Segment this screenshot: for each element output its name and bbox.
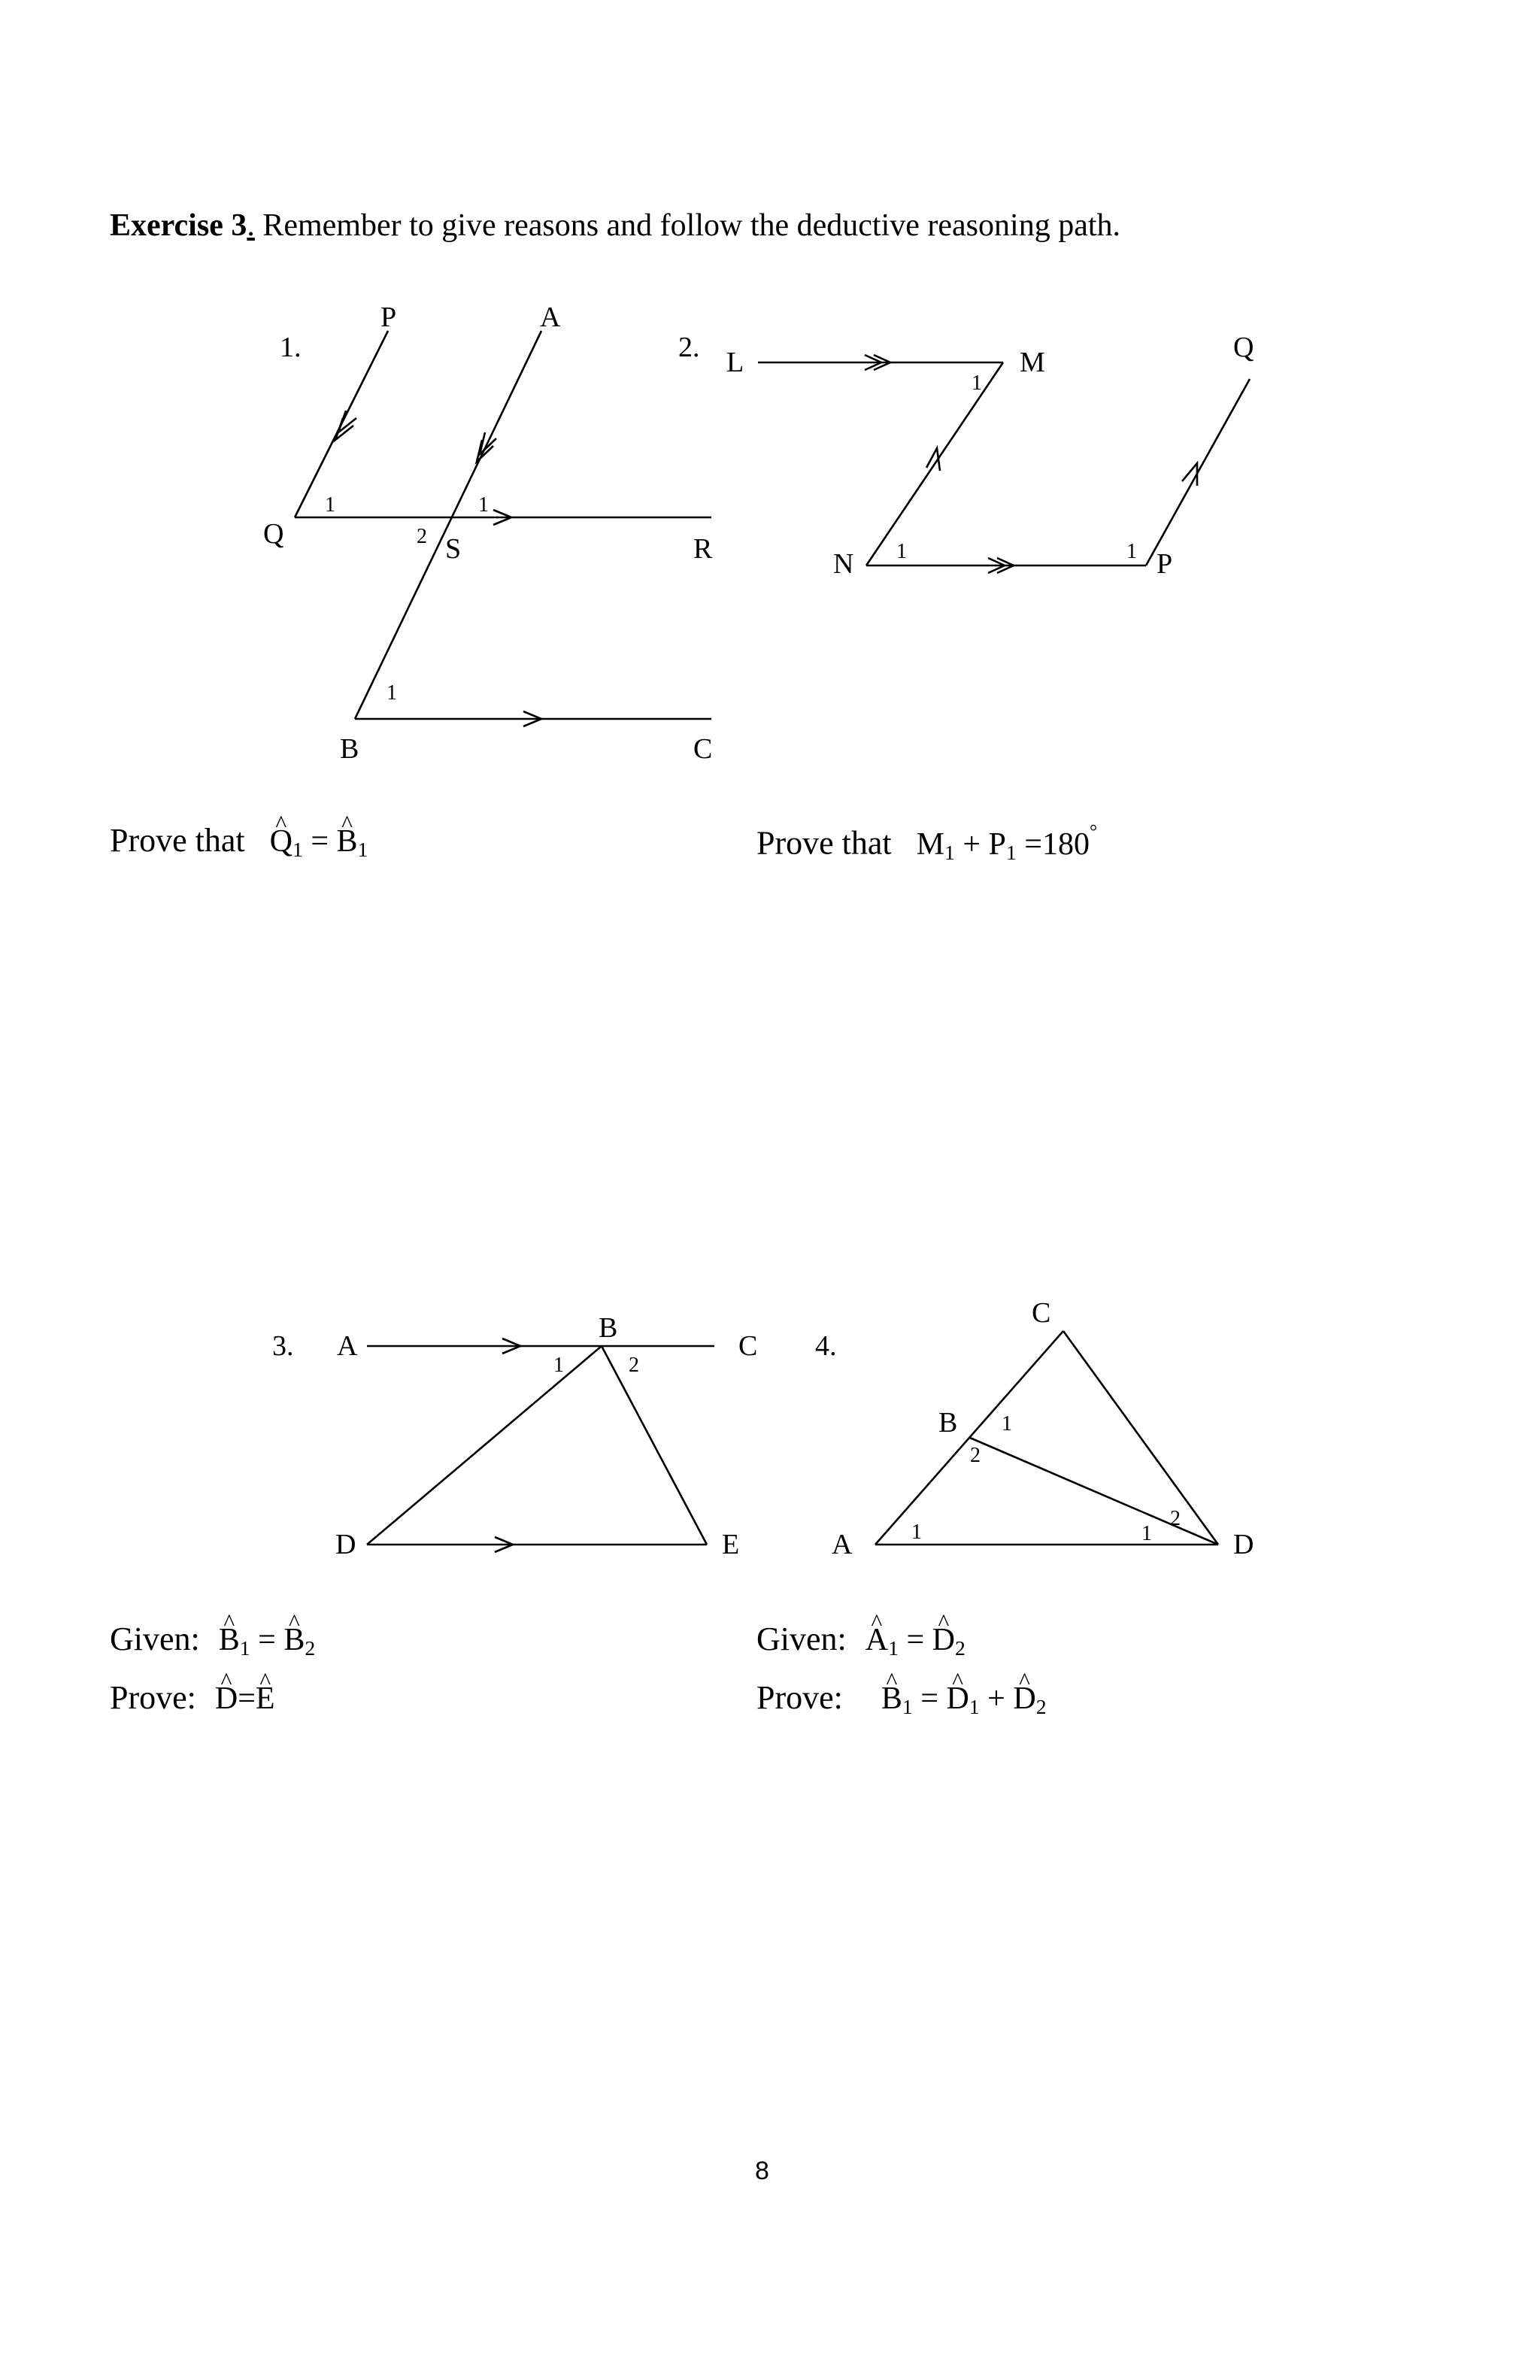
point-l-label: L	[726, 347, 744, 378]
statement-3-prove	[110, 1678, 275, 1717]
statement-4-prove	[756, 1678, 1047, 1719]
d-hat: ^ D	[946, 1681, 969, 1717]
figure-3-number: 3.	[272, 1330, 294, 1362]
angle-s1-label: 1	[478, 493, 489, 517]
page-number: 8	[755, 2157, 769, 2185]
point-c-label: C	[738, 1330, 758, 1362]
line-ac	[875, 1331, 1063, 1545]
b-sub: 1	[239, 1636, 250, 1660]
point-a-label: A	[540, 302, 561, 333]
b-hat: ^ B	[881, 1681, 902, 1717]
point-n-label: N	[833, 548, 854, 580]
angle-d2-label: 2	[1170, 1507, 1181, 1530]
angle-d1-label: 1	[1141, 1522, 1152, 1545]
d-hat: ^ D	[1013, 1681, 1035, 1717]
statement-3-given	[110, 1620, 315, 1660]
point-r-label: R	[693, 533, 713, 565]
equals: =	[906, 1623, 925, 1657]
value-180: 180	[1041, 826, 1090, 862]
point-d-label: D	[1233, 1529, 1254, 1560]
line-cd	[1063, 1331, 1218, 1545]
given-label: Given:	[756, 1621, 847, 1657]
point-e-label: E	[722, 1529, 740, 1560]
point-s-label: S	[445, 533, 462, 565]
angle-m1-label: 1	[972, 371, 982, 395]
angle-b1-label: 1	[387, 681, 397, 705]
b-hat: ^ B	[219, 1622, 240, 1658]
figure-1	[263, 302, 713, 765]
figure-4	[815, 1297, 1254, 1560]
d-sub: 1	[969, 1694, 980, 1718]
statement-2	[756, 821, 1097, 865]
point-a-label: A	[832, 1529, 853, 1560]
point-c-label: C	[1032, 1297, 1051, 1329]
b-sub: 1	[357, 837, 368, 861]
b-hat: ^ B	[283, 1622, 305, 1658]
b-sub: 2	[305, 1636, 316, 1660]
angle-b2-label: 2	[970, 1444, 981, 1467]
angle-b1-label: 1	[553, 1354, 564, 1377]
line-be	[602, 1346, 707, 1545]
statement-4-given	[756, 1620, 966, 1660]
q-sub: 1	[292, 837, 303, 861]
equals: =	[311, 824, 329, 859]
d-hat: ^ D	[932, 1622, 955, 1658]
heading-instruction: Remember to give reasons and follow the deductive reasoning path.	[254, 208, 1121, 243]
m-sub: 1	[944, 840, 955, 864]
statement-1	[110, 821, 368, 862]
m: M	[916, 826, 944, 862]
line-bd	[970, 1438, 1218, 1545]
point-q-label: Q	[263, 518, 284, 550]
plus: +	[987, 1681, 1005, 1716]
b-hat: ^ B	[337, 823, 358, 860]
b-sub: 1	[902, 1694, 913, 1718]
equals: =	[1024, 826, 1042, 862]
angle-a1-label: 1	[911, 1520, 922, 1544]
point-b-label: B	[599, 1312, 618, 1344]
point-m-label: M	[1020, 347, 1045, 378]
figure-2-number: 2.	[678, 332, 700, 363]
statement-1-prefix: Prove that	[110, 822, 245, 859]
figure-2	[678, 332, 1254, 580]
d-hat: ^ D	[215, 1681, 238, 1717]
point-a-label: A	[337, 1330, 358, 1362]
angle-s2-label: 2	[417, 525, 427, 548]
prove-label: Prove:	[756, 1679, 843, 1716]
a-hat: ^ A	[865, 1622, 888, 1658]
p-sub: 1	[1005, 840, 1017, 864]
point-p-label: P	[380, 302, 397, 333]
e-hat: ^ E	[256, 1681, 275, 1717]
point-p-label: P	[1157, 548, 1173, 580]
point-c-label: C	[693, 733, 713, 765]
angle-b2-label: 2	[629, 1354, 639, 1377]
degree-symbol: °	[1089, 821, 1098, 841]
arrow-pq	[1182, 463, 1197, 486]
d-sub: 2	[1035, 1694, 1047, 1718]
angle-b1-label: 1	[1002, 1412, 1012, 1436]
equals: =	[920, 1681, 938, 1716]
equals: =	[238, 1681, 256, 1716]
heading-underlined-dot: .	[247, 208, 255, 243]
line-mn	[866, 362, 1003, 565]
angle-q1-label: 1	[325, 493, 335, 517]
line-bd	[367, 1346, 602, 1545]
point-q-label: Q	[1233, 332, 1254, 363]
point-b-label: B	[340, 733, 359, 765]
given-label: Given:	[110, 1621, 200, 1657]
plus: +	[962, 826, 981, 862]
statement-2-prefix: Prove that	[756, 824, 892, 862]
figure-4-number: 4.	[815, 1330, 837, 1362]
exercise-title: Exercise 3	[110, 208, 247, 243]
point-b-label: B	[938, 1407, 958, 1439]
line-ab	[355, 331, 541, 719]
d-sub: 2	[955, 1636, 966, 1660]
figure-3	[272, 1312, 757, 1560]
prove-label: Prove:	[110, 1679, 196, 1716]
angle-n1-label: 1	[896, 540, 907, 563]
angle-p1-label: 1	[1126, 540, 1137, 563]
p: P	[988, 826, 1006, 862]
equals: =	[258, 1623, 276, 1657]
point-d-label: D	[335, 1529, 356, 1560]
a-sub: 1	[888, 1636, 899, 1660]
q-hat: ^ Q	[270, 823, 293, 860]
figure-1-number: 1.	[280, 332, 302, 363]
